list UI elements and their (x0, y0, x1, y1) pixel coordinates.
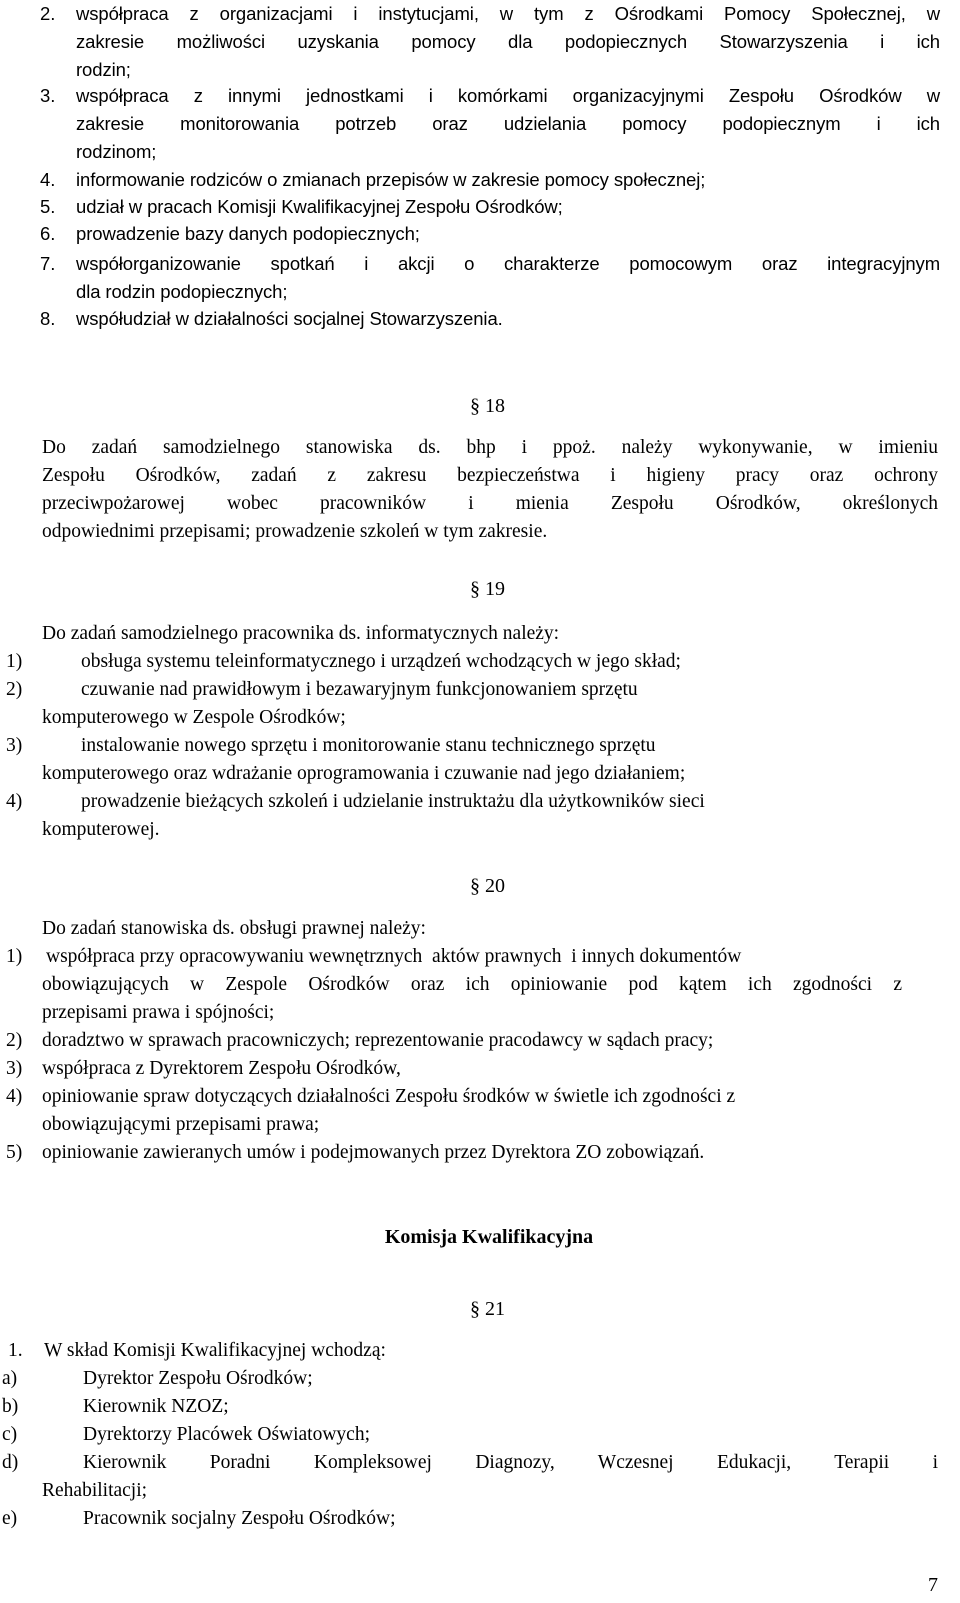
list-item-line: informowanie rodziców o zmianach przepisów w zakresie pomocy społecznej; (76, 169, 706, 190)
list-item-line: instalowanie nowego sprzętu i monitorowanie stanu technicznego sprzętu (81, 735, 656, 756)
section-19-intro: Do zadań samodzielnego pracownika ds. informatycznych należy: (42, 623, 560, 644)
list-item-number: a) (2, 1368, 18, 1389)
list-item-line: prowadzenie bazy danych podopiecznych; (76, 223, 420, 244)
list-item-number: 3) (6, 735, 23, 756)
list-item-line: Dyrektor Zespołu Ośrodków; (83, 1368, 313, 1389)
list-item-number: 3) (6, 1058, 23, 1079)
section-marker-19: § 19 (470, 578, 505, 600)
list-item-number: 2. (40, 3, 56, 24)
list-item-line: rodzinom; (76, 141, 157, 162)
list-item-line: Pracownik socjalny Zespołu Ośrodków; (83, 1508, 396, 1529)
section-marker-18: § 18 (470, 395, 505, 417)
list-item-line: prowadzenie bieżących szkoleń i udzielanie instruktażu dla użytkowników sieci (81, 791, 705, 812)
list-item-number: 8. (40, 308, 56, 329)
list-item-line: współudział w działalności socjalnej Stowarzyszenia. (76, 308, 503, 329)
section-marker-20: § 20 (470, 875, 505, 897)
list-item-number: 2) (6, 679, 23, 700)
section-18-paragraph (42, 434, 938, 546)
list-item-line: opiniowanie zawieranych umów i podejmowanych przez Dyrektora ZO zobowiązań. (42, 1142, 705, 1163)
list-item-line: Kierownik Poradni Kompleksowej Diagnozy, Wczesnej Edukacji, Terapii i (83, 1452, 938, 1473)
list-item-number: 6. (40, 223, 56, 244)
list-item-line: współpraca z Dyrektorem Zespołu Ośrodków, (42, 1058, 401, 1079)
list-item-line: udział w pracach Komisji Kwalifikacyjnej Zespołu Ośrodków; (76, 196, 563, 217)
list-item-line: komputerowego w Zespole Ośrodków; (42, 707, 346, 728)
list-item-line: dla rodzin podopiecznych; (76, 281, 288, 302)
list-item-line: obowiązującymi przepisami prawa; (42, 1114, 320, 1135)
paragraph-line: odpowiednimi przepisami; prowadzenie szkoleń w tym zakresie. (42, 521, 548, 542)
list-item-number: 3. (40, 85, 56, 106)
list-item-line: zakresie monitorowania potrzeb oraz udzielania pomocy podopiecznym i ich (76, 113, 940, 134)
list-item (40, 0, 940, 84)
section-heading: Komisja Kwalifikacyjna (384, 1226, 594, 1248)
list-item-line: obsługa systemu teleinformatycznego i urządzeń wchodzących w jego skład; (81, 651, 681, 672)
section-marker-21: § 21 (470, 1298, 505, 1320)
list-item-line: współpraca z innymi jednostkami i komórkami organizacyjnymi Zespołu Ośrodków w (76, 85, 940, 106)
list-item-number: 1. (8, 1340, 23, 1361)
paragraph-line: Do zadań samodzielnego stanowiska ds. bhp i ppoż. należy wykonywanie, w imieniu (42, 437, 938, 458)
list-item-line: zakresie możliwości uzyskania pomocy dla podopiecznych Stowarzyszenia i ich (76, 31, 940, 52)
list-item-line: rodzin; (76, 59, 131, 80)
list-item-number: 5. (40, 196, 56, 217)
list-item-number: 1) (6, 651, 23, 672)
paragraph-line: przeciwpożarowej wobec pracowników i mienia Zespołu Ośrodków, określonych (42, 493, 938, 514)
list-item-number: e) (2, 1508, 18, 1529)
list-item-number: 7. (40, 253, 56, 274)
page-number: 7 (928, 1574, 938, 1596)
list-item-line: współpraca przy opracowywaniu wewnętrznych aktów prawnych i innych dokumentów (46, 946, 742, 967)
paragraph-line: Zespołu Ośrodków, zadań z zakresu bezpieczeństwa i higieny pracy oraz ochrony (42, 465, 938, 486)
list-item-number: c) (2, 1424, 18, 1445)
list-item-line: współorganizowanie spotkań i akcji o charakterze pomocowym oraz integracyjnym (76, 253, 940, 274)
list-item-line: czuwanie nad prawidłowym i bezawaryjnym funkcjonowaniem sprzętu (81, 679, 638, 700)
list-item-number: 1) (6, 946, 23, 967)
list-item-line: Kierownik NZOZ; (83, 1396, 229, 1417)
list-item-line: komputerowej. (42, 819, 160, 840)
list-item-line: obowiązujących w Zespole Ośrodków oraz ich opiniowanie pod kątem ich zgodności z (42, 974, 902, 995)
list-item-line: doradztwo w sprawach pracowniczych; reprezentowanie pracodawcy w sądach pracy; (42, 1030, 714, 1051)
list-item-line: przepisami prawa i spójności; (42, 1002, 275, 1023)
list-item-line: Dyrektorzy Placówek Oświatowych; (83, 1424, 371, 1445)
section-20-intro: Do zadań stanowiska ds. obsługi prawnej należy: (42, 918, 426, 939)
list-item-number: 4) (6, 1086, 23, 1107)
list-item-line: Rehabilitacji; (42, 1480, 148, 1501)
list-item-number: d) (2, 1452, 19, 1473)
list-item-number: 5) (6, 1142, 23, 1163)
list-item (40, 82, 940, 166)
list-item-line: opiniowanie spraw dotyczących działalności Zespołu środków w świetle ich zgodności z (42, 1086, 736, 1107)
list-item-line: współpraca z organizacjami i instytucjami, w tym z Ośrodkami Pomocy Społecznej, w (76, 3, 940, 24)
list-item-number: 2) (6, 1030, 23, 1051)
list-item-line: komputerowego oraz wdrażanie oprogramowania i czuwanie nad jego działaniem; (42, 763, 686, 784)
intro-text: W skład Komisji Kwalifikacyjnej wchodzą: (44, 1340, 386, 1361)
list-item-number: b) (2, 1396, 19, 1417)
list-item-number: 4) (6, 791, 23, 812)
list-item-number: 4. (40, 169, 56, 190)
